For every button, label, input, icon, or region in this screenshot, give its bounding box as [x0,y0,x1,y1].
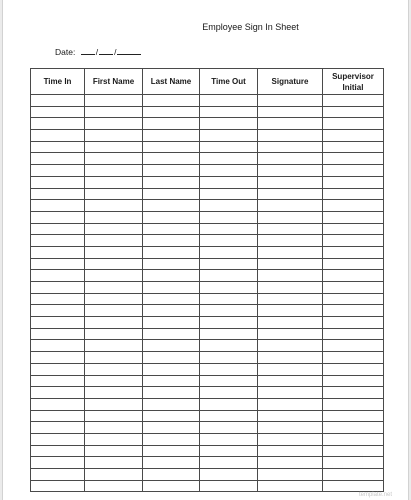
table-cell [258,270,323,282]
table-cell [85,118,143,130]
table-row [31,282,384,294]
table-cell [31,293,85,305]
table-cell [31,95,85,107]
table-cell [85,270,143,282]
table-cell [85,398,143,410]
table-cell [200,387,258,399]
table-cell [31,398,85,410]
table-cell [258,328,323,340]
table-row [31,352,384,364]
table-cell [200,410,258,422]
table-row [31,130,384,142]
table-row [31,422,384,434]
table-cell [85,246,143,258]
date-separator: / [95,47,99,57]
table-cell [200,317,258,329]
table-cell [143,480,200,492]
table-cell [258,469,323,481]
table-cell [200,270,258,282]
table-cell [31,141,85,153]
table-cell [200,95,258,107]
table-cell [85,457,143,469]
table-header-row [31,69,384,95]
table-row [31,223,384,235]
table-cell [85,211,143,223]
table-cell [200,235,258,247]
table-cell [143,293,200,305]
table-cell [31,282,85,294]
table-cell [323,165,384,177]
table-cell [31,165,85,177]
column-header-first-name: First Name [85,69,143,95]
table-cell [258,433,323,445]
table-cell [200,211,258,223]
table-cell [258,130,323,142]
table-cell [323,211,384,223]
table-cell [31,328,85,340]
table-cell [143,422,200,434]
table-row [31,469,384,481]
table-cell [323,200,384,212]
table-cell [323,293,384,305]
date-year-blank [117,45,141,55]
table-cell [323,246,384,258]
table-cell [200,200,258,212]
sign-in-table [30,68,384,492]
table-cell [258,480,323,492]
table-cell [200,153,258,165]
table-cell [258,176,323,188]
date-day-blank [99,45,113,55]
table-cell [323,258,384,270]
table-cell [200,246,258,258]
table-cell [200,130,258,142]
table-cell [200,258,258,270]
table-cell [323,176,384,188]
table-row [31,95,384,107]
table-row [31,328,384,340]
column-header-supervisor-initial: Supervisor Initial [323,69,384,95]
table-cell [323,445,384,457]
table-cell [258,223,323,235]
table-cell [85,130,143,142]
table-cell [143,95,200,107]
table-cell [200,165,258,177]
table-cell [31,317,85,329]
table-cell [200,352,258,364]
table-cell [200,188,258,200]
date-separator: / [114,47,117,57]
table-cell [258,375,323,387]
table-cell [85,328,143,340]
date-label: Date: [55,47,76,57]
document-title: Employee Sign In Sheet [202,22,299,32]
table-cell [323,363,384,375]
table-row [31,410,384,422]
table-cell [323,141,384,153]
table-cell [31,270,85,282]
table-cell [258,106,323,118]
table-cell [31,200,85,212]
table-cell [143,258,200,270]
table-cell [85,258,143,270]
table-cell [85,223,143,235]
table-cell [200,457,258,469]
table-cell [258,387,323,399]
table-cell [258,293,323,305]
table-cell [323,317,384,329]
table-cell [85,282,143,294]
table-cell [143,235,200,247]
table-cell [323,305,384,317]
table-cell [85,445,143,457]
table-cell [200,328,258,340]
table-cell [258,258,323,270]
table-cell [258,235,323,247]
table-cell [31,457,85,469]
table-cell [85,188,143,200]
table-cell [200,375,258,387]
table-cell [143,375,200,387]
table-row [31,293,384,305]
table-cell [323,457,384,469]
table-cell [143,141,200,153]
table-cell [31,410,85,422]
table-cell [200,480,258,492]
table-cell [31,188,85,200]
table-cell [85,422,143,434]
table-cell [143,200,200,212]
table-cell [85,305,143,317]
table-cell [323,480,384,492]
table-cell [258,317,323,329]
table-row [31,258,384,270]
table-cell [258,165,323,177]
table-cell [258,188,323,200]
table-cell [31,445,85,457]
table-cell [143,270,200,282]
table-cell [143,153,200,165]
table-cell [31,176,85,188]
table-cell [200,340,258,352]
table-cell [258,153,323,165]
table-cell [143,106,200,118]
table-cell [143,176,200,188]
table-cell [143,165,200,177]
table-cell [258,118,323,130]
table-cell [31,363,85,375]
table-cell [258,398,323,410]
document-page [2,0,409,500]
table-cell [200,282,258,294]
table-cell [85,235,143,247]
table-cell [143,469,200,481]
table-row [31,153,384,165]
table-cell [31,469,85,481]
column-header-time-out: Time Out [200,69,258,95]
table-cell [200,305,258,317]
table-cell [323,106,384,118]
table-row [31,270,384,282]
table-cell [323,223,384,235]
date-field [55,45,141,57]
table-cell [258,95,323,107]
table-row [31,235,384,247]
table-cell [85,176,143,188]
table-cell [323,270,384,282]
table-cell [85,480,143,492]
table-cell [323,398,384,410]
table-cell [258,282,323,294]
table-cell [258,305,323,317]
table-cell [323,340,384,352]
table-cell [258,200,323,212]
table-cell [258,141,323,153]
table-cell [200,176,258,188]
table-cell [258,422,323,434]
table-cell [323,153,384,165]
table-cell [31,375,85,387]
table-cell [31,223,85,235]
table-cell [200,433,258,445]
table-cell [85,106,143,118]
table-cell [85,317,143,329]
table-cell [143,352,200,364]
table-row [31,457,384,469]
table-row [31,363,384,375]
table-cell [258,445,323,457]
table-cell [31,352,85,364]
table-row [31,305,384,317]
date-month-blank [81,45,95,55]
table-row [31,387,384,399]
table-cell [323,95,384,107]
table-cell [143,340,200,352]
table-cell [323,282,384,294]
table-cell [258,457,323,469]
table-cell [200,223,258,235]
table-cell [143,282,200,294]
table-cell [323,130,384,142]
table-cell [31,211,85,223]
table-row [31,141,384,153]
table-cell [143,188,200,200]
table-row [31,246,384,258]
table-cell [31,130,85,142]
table-row [31,317,384,329]
table-cell [85,375,143,387]
table-cell [31,480,85,492]
table-cell [143,246,200,258]
table-cell [85,293,143,305]
table-cell [200,398,258,410]
table-cell [31,340,85,352]
table-cell [323,375,384,387]
table-cell [143,387,200,399]
table-cell [323,352,384,364]
table-cell [258,211,323,223]
table-row [31,480,384,492]
table-cell [85,141,143,153]
table-cell [85,387,143,399]
table-cell [85,95,143,107]
table-cell [143,328,200,340]
table-cell [258,352,323,364]
table-cell [143,130,200,142]
table-cell [323,235,384,247]
table-cell [31,387,85,399]
table-cell [143,363,200,375]
table-cell [143,445,200,457]
table-row [31,211,384,223]
table-cell [323,422,384,434]
table-row [31,188,384,200]
table-cell [200,141,258,153]
table-cell [200,422,258,434]
table-row [31,433,384,445]
table-row [31,200,384,212]
table-cell [323,188,384,200]
table-cell [200,445,258,457]
table-cell [31,106,85,118]
table-cell [31,118,85,130]
table-cell [85,340,143,352]
table-cell [143,317,200,329]
table-cell [143,223,200,235]
table-cell [323,433,384,445]
table-row [31,176,384,188]
table-cell [85,410,143,422]
table-cell [323,118,384,130]
table-cell [323,328,384,340]
table-cell [143,211,200,223]
table-cell [85,352,143,364]
table-row [31,165,384,177]
table-cell [85,165,143,177]
table-cell [258,363,323,375]
table-cell [31,235,85,247]
table-cell [31,305,85,317]
table-cell [258,410,323,422]
table-cell [323,469,384,481]
table-cell [85,200,143,212]
table-cell [31,422,85,434]
table-row [31,445,384,457]
table-cell [31,433,85,445]
table-cell [143,457,200,469]
table-cell [143,410,200,422]
column-header-last-name: Last Name [143,69,200,95]
table-cell [143,118,200,130]
table-cell [31,246,85,258]
watermark: template.net [358,492,392,498]
table-cell [143,433,200,445]
table-cell [258,246,323,258]
table-row [31,340,384,352]
table-row [31,398,384,410]
table-cell [323,387,384,399]
table-cell [200,118,258,130]
table-cell [85,469,143,481]
table-row [31,106,384,118]
table-row [31,118,384,130]
table-cell [31,258,85,270]
table-cell [258,340,323,352]
column-header-time-in: Time In [31,69,85,95]
table-cell [200,469,258,481]
table-cell [85,153,143,165]
table-cell [200,293,258,305]
table-cell [323,410,384,422]
table-cell [143,398,200,410]
table-row [31,375,384,387]
table-cell [85,363,143,375]
table-cell [200,106,258,118]
table-cell [85,433,143,445]
column-header-signature: Signature [258,69,323,95]
table-cell [143,305,200,317]
table-cell [31,153,85,165]
table-cell [200,363,258,375]
